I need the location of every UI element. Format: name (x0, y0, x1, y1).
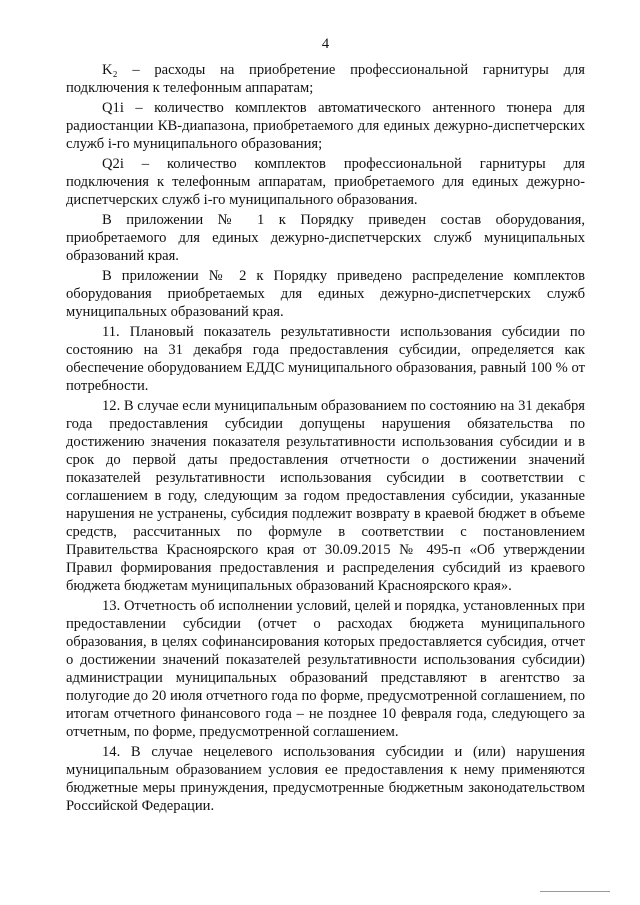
paragraph-item-11: 11. Плановый показатель результативности использования субсидии по состоянию на 31 декабря года предоставления субсидии, определяется как обеспечение оборудованием ЕДДС муниципального образования, равный 100 % от потребности. (66, 324, 585, 394)
page-number: 4 (321, 36, 330, 52)
paragraph-appendix-2: В приложении № 2 к Порядку приведено распределение комплектов оборудования приобретаемых для единых дежурно-диспетчерских служб муниципальных образований края. (66, 268, 585, 320)
scan-artifact-line (540, 891, 610, 892)
paragraph-q1i: Q1i – количество комплектов автоматического антенного тюнера для радиостанции КВ-диапазона, приобретаемого для единых дежурно-диспетчерских служб i-го муниципального образования; (66, 100, 585, 152)
document-page (66, 0, 585, 817)
paragraph-item-14: 14. В случае нецелевого использования субсидии и (или) нарушения муниципальным образованием условия ее предоставления к нему применяются бюджетные меры принуждения, предусмотренные бюджетным законодательством Российской Федерации. (66, 744, 585, 814)
paragraph-appendix-1: В приложении № 1 к Порядку приведен состав оборудования, приобретаемого для единых дежурно-диспетчерских служб муниципальных образований края. (66, 212, 585, 264)
paragraph-q2i: Q2i – количество комплектов профессиональной гарнитуры для подключения к телефонным аппаратам, приобретаемого для единых дежурно-диспетчерских служб i-го муниципального образования. (66, 156, 585, 208)
paragraph-item-12: 12. В случае если муниципальным образованием по состоянию на 31 декабря года предоставления субсидии допущены нарушения обязательства по достижению значения показателя результативности использования субсидии и в срок до первой даты предоставления отчетности о достижении значений показателей результативности использования субсидии в соответствии с соглашением в году, следующим за годом предоставления субсидии, указанные нарушения не устранены, субсидия подлежит возврату в краевой бюджет в объеме средств, рассчитанных по формуле в соответствии с постановлением Правительства Красноярского края от 30.09.2015 № 495-п «Об утверждении Правил формирования предоставления и распределения субсидий из краевого бюджета бюджетам муниципальных образований Красноярского края». (66, 398, 585, 594)
paragraph-item-13: 13. Отчетность об исполнении условий, целей и порядка, установленных при предоставлении субсидии (отчет о расходах бюджета муниципального образования, в целях софинансирования которых предоставляется субсидия, отчет о достижении значений показателей результативности использования субсидии) администрации муниципальных образований представляют в агентство за полугодие до 20 июля отчетного года по форме, предусмотренной соглашением, по итогам отчетного финансового года – не позднее 10 февраля года, следующего за отчетным, по форме, предусмотренной соглашением. (66, 598, 585, 740)
paragraph-k2: K₂ – расходы на приобретение профессиональной гарнитуры для подключения к телефонным аппаратам; (66, 62, 585, 96)
